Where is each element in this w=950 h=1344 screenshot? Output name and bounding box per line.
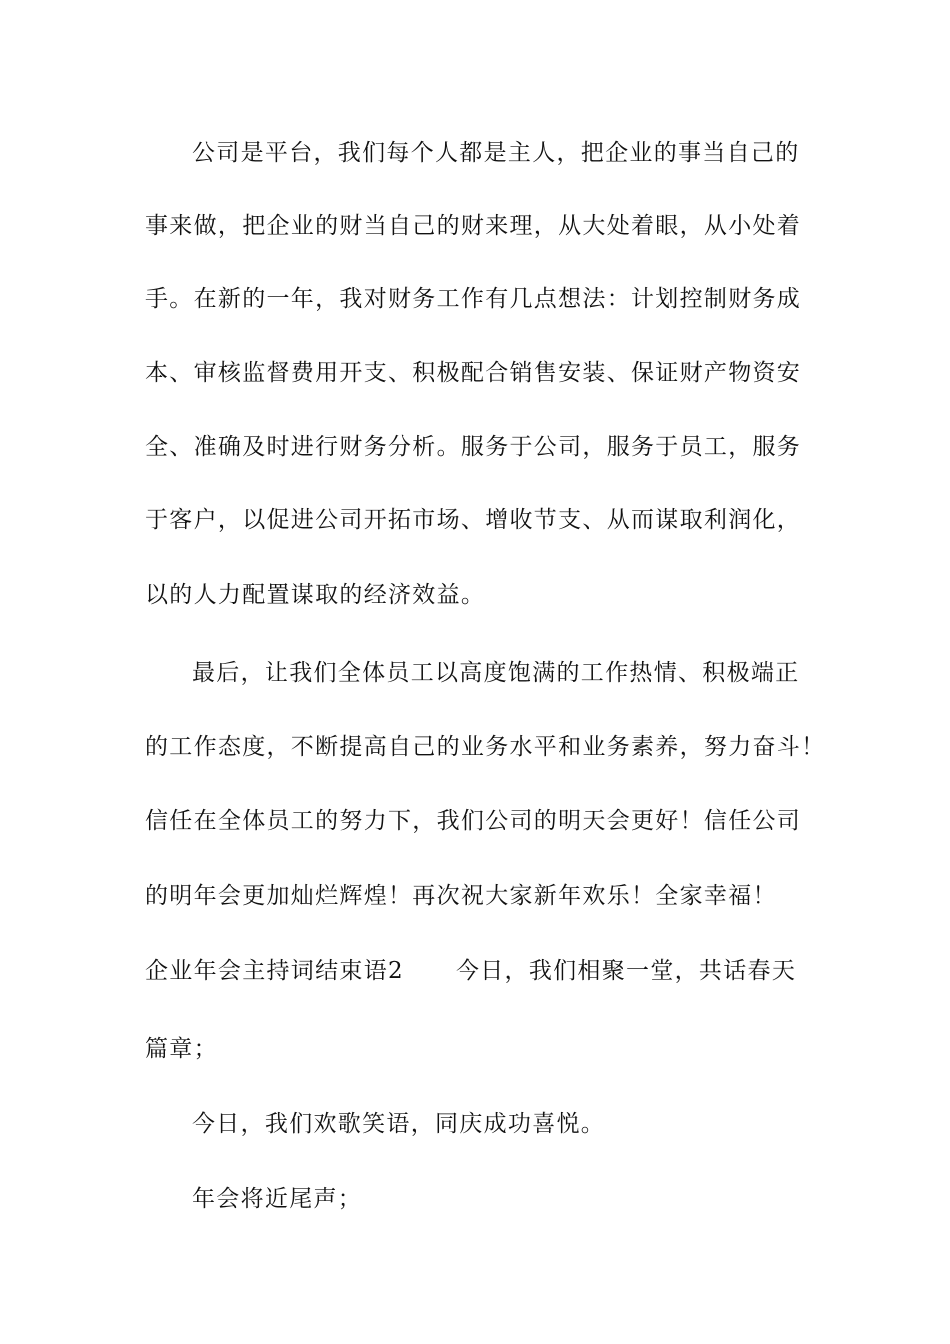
paragraph-1-line-6: 于客户，以促进公司开拓市场、增收节支、从而谋取利润化，: [145, 507, 802, 533]
section-lead: 今日，我们相聚一堂，共话春天: [455, 958, 797, 984]
paragraph-1-line-2: 事来做，把企业的财当自己的财来理，从大处着眼，从小处着: [145, 213, 802, 239]
paragraph-1-line-5: 全、准确及时进行财务分析。服务于公司，服务于员工，服务: [145, 434, 802, 460]
section-heading-line: [145, 956, 796, 986]
paragraph-2-line-4: 的明年会更加灿烂辉煌！再次祝大家新年欢乐！全家幸福！: [145, 883, 777, 909]
paragraph-1-line-4: 本、审核监督费用开支、积极配合销售安装、保证财产物资安: [145, 360, 802, 386]
paragraph-2-line-1: 最后，让我们全体员工以高度饱满的工作热情、积极端正: [192, 660, 800, 686]
paragraph-3: 今日，我们欢歌笑语，同庆成功喜悦。: [192, 1111, 606, 1137]
paragraph-1-line-3: 手。在新的一年，我对财务工作有几点想法：计划控制财务成: [145, 286, 802, 312]
paragraph-1-line-7: 以的人力配置谋取的经济效益。: [145, 582, 486, 608]
paragraph-2-line-3: 信任在全体员工的努力下，我们公司的明天会更好！信任公司: [145, 808, 802, 834]
section-lead-continuation: 篇章；: [145, 1036, 218, 1062]
paragraph-1-line-1: 公司是平台，我们每个人都是主人，把企业的事当自己的: [192, 140, 800, 166]
paragraph-4: 年会将近尾声；: [192, 1186, 363, 1212]
section-title: 企业年会主持词结束语2: [145, 958, 404, 984]
paragraph-2-line-2: 的工作态度，不断提高自己的业务水平和业务素养，努力奋斗！: [145, 734, 826, 760]
